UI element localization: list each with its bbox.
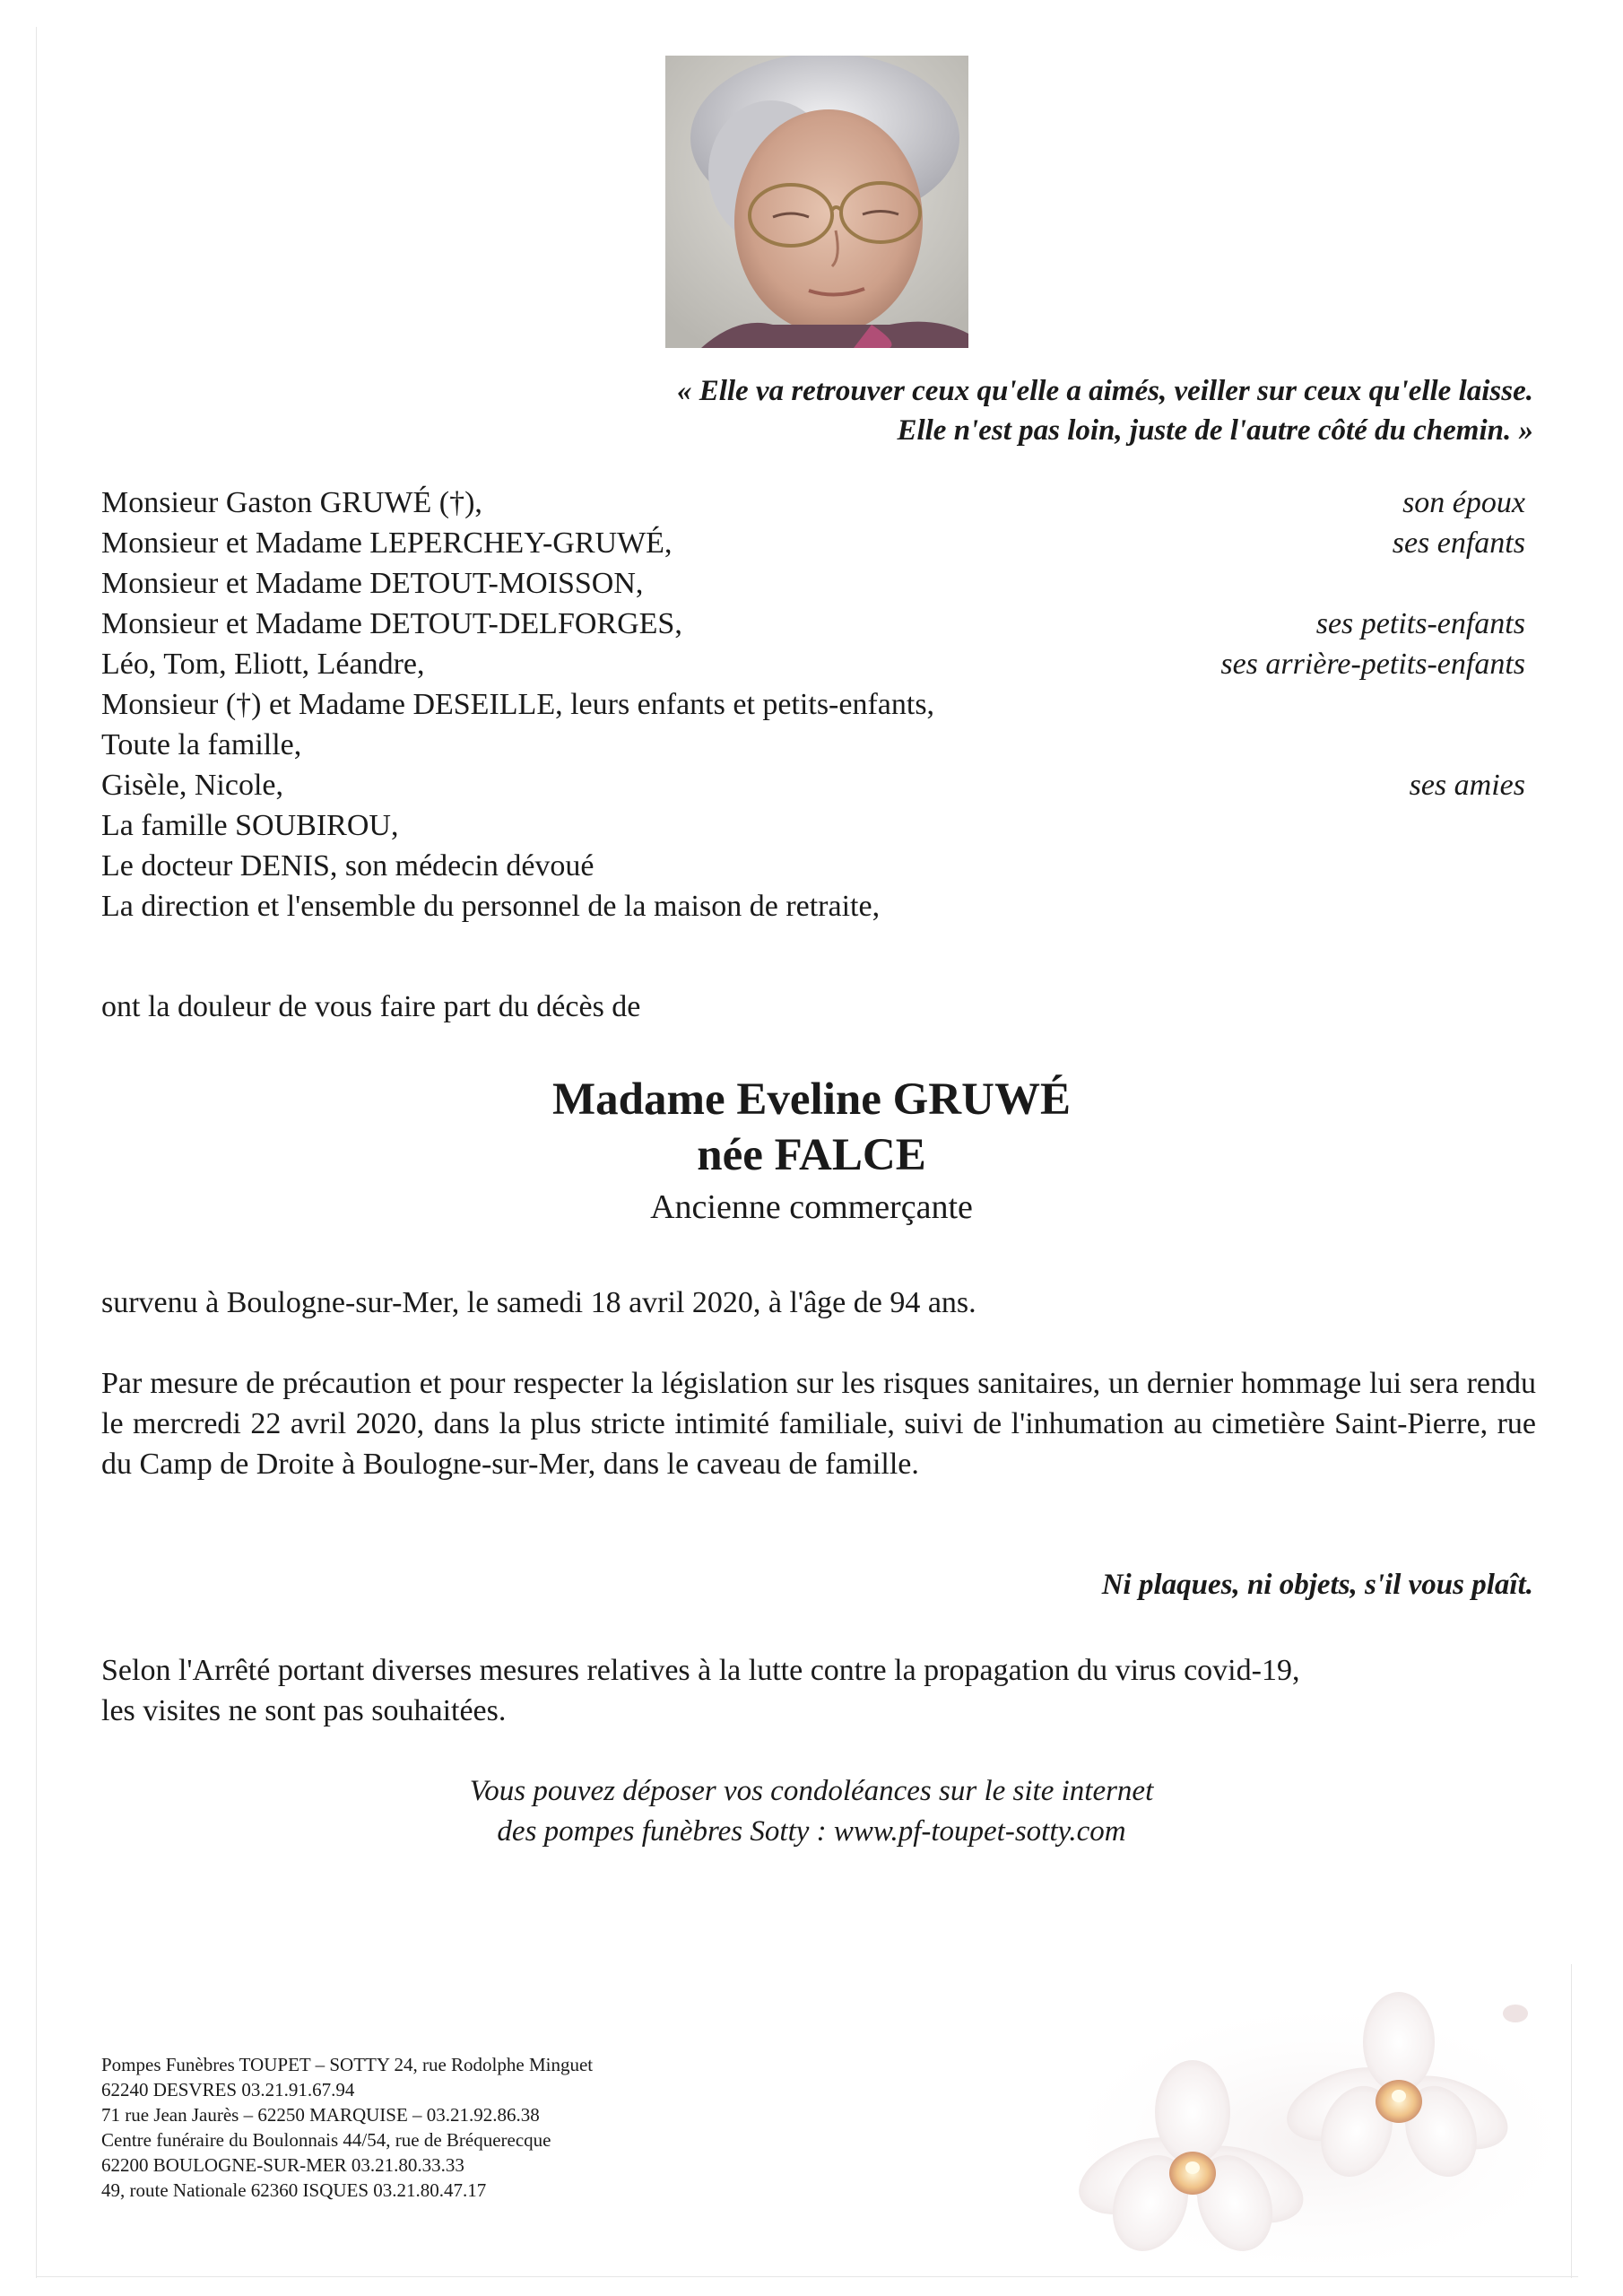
condolences-line-1: Vous pouvez déposer vos condoléances sur le site internet [469, 1775, 1154, 1807]
footer-line: 49, route Nationale 62360 ISQUES 03.21.80.47.17 [101, 2179, 487, 2201]
condolences-note [0, 1771, 1623, 1852]
footer-line: 62240 DESVRES 03.21.91.67.94 [101, 2079, 355, 2100]
deceased-maiden-name: née FALCE [697, 1130, 926, 1180]
footer-line: Centre funéraire du Boulonnais 44/54, rue de Bréquerecque [101, 2129, 551, 2151]
deceased-block [0, 1072, 1623, 1230]
quote [278, 371, 1533, 450]
ceremony-paragraph: Par mesure de précaution et pour respecter la législation sur les risques sanitaires, un dernier hommage lui sera rendu le mercredi 22 avril 2020, dans la plus stricte intimité familiale, suivi de l'inhumation au cimetière Saint-Pierre, rue du Camp de Droite à Boulogne-sur-Mer, dans le caveau de famille. [101, 1367, 1536, 1481]
family-relation: ses enfants [1392, 526, 1525, 560]
footer-line: 62200 BOULOGNE-SUR-MER 03.21.80.33.33 [101, 2154, 464, 2176]
condolences-line-2: des pompes funèbres Sotty : www.pf-toupet-sotty.com [497, 1815, 1126, 1848]
family-name: Gisèle, Nicole, [101, 769, 283, 802]
family-relation: ses arrière-petits-enfants [1220, 648, 1525, 681]
family-row [101, 684, 1536, 725]
no-flowers-note: Ni plaques, ni objets, s'il vous plaît. [1101, 1569, 1533, 1601]
family-relation: ses amies [1409, 769, 1525, 802]
family-relation [1525, 684, 1536, 725]
footer-line: Pompes Funèbres TOUPET – SOTTY 24, rue Rodolphe Minguet [101, 2054, 594, 2075]
family-name: Le docteur DENIS, son médecin dévoué [101, 849, 595, 883]
family-row [101, 483, 1536, 523]
announcement-intro: ont la douleur de vous faire part du décès de [101, 990, 641, 1023]
family-row [101, 846, 1536, 886]
orchid-decoration [1049, 1987, 1578, 2274]
family-row [101, 523, 1536, 563]
family-row [101, 805, 1536, 846]
family-relation [1525, 886, 1536, 926]
family-name: Léo, Tom, Eliott, Léandre, [101, 648, 425, 681]
funeral-home-footer [101, 2052, 593, 2203]
family-relation [1525, 846, 1536, 886]
family-row [101, 886, 1536, 926]
family-relation [1525, 725, 1536, 765]
family-name: Toute la famille, [101, 728, 302, 761]
footer-line: 71 rue Jean Jaurès – 62250 MARQUISE – 03.21.92.86.38 [101, 2104, 540, 2126]
family-relation [1525, 805, 1536, 846]
page-border-bottom [36, 2276, 1578, 2277]
family-name: Monsieur Gaston GRUWÉ (†), [101, 486, 482, 519]
family-row [101, 563, 1536, 604]
covid-line-1: Selon l'Arrêté portant diverses mesures relatives à la lutte contre la propagation du virus covid-19, [101, 1654, 1300, 1687]
quote-line-1: « Elle va retrouver ceux qu'elle a aimés, veiller sur ceux qu'elle laisse. [676, 375, 1533, 407]
family-row [101, 765, 1536, 805]
family-name: Monsieur (†) et Madame DESEILLE, leurs enfants et petits-enfants, [101, 688, 935, 721]
deceased-profession: Ancienne commerçante [650, 1188, 973, 1226]
family-row [101, 725, 1536, 765]
covid-notice [101, 1650, 1554, 1731]
family-name: Monsieur et Madame DETOUT-DELFORGES, [101, 607, 682, 640]
family-list [101, 483, 1536, 926]
family-row [101, 604, 1536, 644]
family-name: Monsieur et Madame DETOUT-MOISSON, [101, 567, 644, 600]
family-row [101, 644, 1536, 684]
deceased-name: Madame Eveline GRUWÉ [552, 1074, 1071, 1125]
family-relation: son époux [1402, 486, 1525, 519]
family-relation [1525, 563, 1536, 604]
quote-line-2: Elle n'est pas loin, juste de l'autre côté du chemin. » [897, 414, 1533, 447]
family-name: Monsieur et Madame LEPERCHEY-GRUWÉ, [101, 526, 673, 560]
portrait-photo [665, 56, 968, 348]
family-name: La famille SOUBIROU, [101, 809, 399, 842]
covid-line-2: les visites ne sont pas souhaitées. [101, 1694, 507, 1727]
family-name: La direction et l'ensemble du personnel de la maison de retraite, [101, 890, 881, 923]
family-relation: ses petits-enfants [1315, 607, 1525, 640]
death-details: survenu à Boulogne-sur-Mer, le samedi 18 avril 2020, à l'âge de 94 ans. [101, 1286, 976, 1319]
